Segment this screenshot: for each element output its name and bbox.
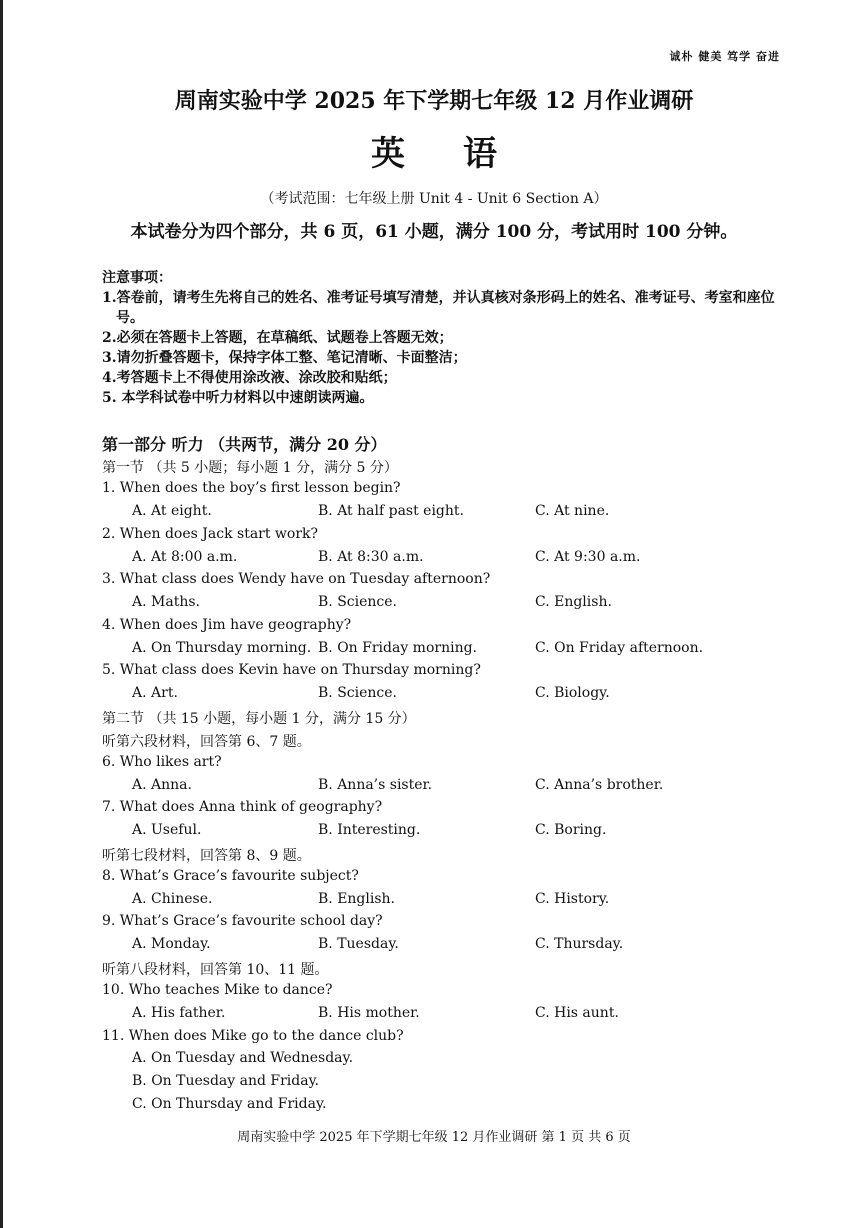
question-stem: 2. When does Jack start work? <box>102 526 319 542</box>
note-item: 2.必须在答题卡上答题，在草稿纸、试题卷上答题无效； <box>102 330 453 346</box>
note-item: 1.答卷前，请考生先将自己的姓名、准考证号填写清楚，并认真核对条形码上的姓名、准考证号、考室和座位号。 <box>102 290 775 326</box>
section2-heading: 第二节 （共 15 小题，每小题 1 分，满分 15 分） <box>102 711 416 727</box>
note-item: 3.请勿折叠答题卡，保持字体工整、笔记清晰、卡面整洁； <box>102 350 467 366</box>
option-c: C. Boring. <box>535 822 607 838</box>
option-b: B. Interesting. <box>318 822 421 838</box>
option-b: B. At 8:30 a.m. <box>318 549 424 565</box>
option-c: C. His aunt. <box>535 1005 619 1021</box>
option-b: B. Tuesday. <box>318 936 399 952</box>
option-b: B. At half past eight. <box>318 503 464 519</box>
option-b: B. On Tuesday and Friday. <box>132 1073 320 1089</box>
option-c: C. Anna’s brother. <box>535 777 664 793</box>
option-b: B. English. <box>318 891 395 907</box>
option-a: A. On Thursday morning. <box>132 640 312 656</box>
question-stem: 8. What’s Grace’s favourite subject? <box>102 868 359 884</box>
subject-title: 英语 <box>371 134 555 174</box>
notes-heading: 注意事项： <box>102 270 172 286</box>
school-motto: 诚朴 健美 笃学 奋进 <box>669 50 780 63</box>
listening-instruction: 听第八段材料，回答第 10、11 题。 <box>102 962 329 978</box>
option-c: C. English. <box>535 594 612 610</box>
page-footer: 周南实验中学 2025 年下学期七年级 12 月作业调研 第 1 页 共 6 页 <box>237 1130 631 1145</box>
option-b: B. Anna’s sister. <box>318 777 433 793</box>
exam-summary: 本试卷分为四个部分，共 6 页，61 小题，满分 100 分，考试用时 100 分钟。 <box>130 222 738 242</box>
page-edge-shadow <box>0 0 3 1228</box>
option-c: C. On Thursday and Friday. <box>132 1096 327 1112</box>
option-a: A. Anna. <box>132 777 192 793</box>
option-c: C. At nine. <box>535 503 610 519</box>
part1-title: 第一部分 听力 （共两节，满分 20 分） <box>102 435 387 454</box>
exam-scope: （考试范围：七年级上册 Unit 4 - Unit 6 Section A） <box>260 191 608 207</box>
exam-title: 周南实验中学 2025 年下学期七年级 12 月作业调研 <box>174 88 694 114</box>
question-stem: 6. Who likes art? <box>102 754 222 770</box>
option-c: C. Thursday. <box>535 936 624 952</box>
question-stem: 7. What does Anna think of geography? <box>102 799 383 815</box>
option-c: C. On Friday afternoon. <box>535 640 704 656</box>
note-item: 4.考答题卡上不得使用涂改液、涂改胶和贴纸； <box>102 370 397 386</box>
question-stem: 9. What’s Grace’s favourite school day? <box>102 913 383 929</box>
option-a: A. Art. <box>132 685 178 701</box>
question-stem: 11. When does Mike go to the dance club? <box>102 1028 404 1044</box>
listening-instruction: 听第七段材料，回答第 8、9 题。 <box>102 848 311 864</box>
question-stem: 3. What class does Wendy have on Tuesday afternoon? <box>102 571 491 587</box>
question-stem: 10. Who teaches Mike to dance? <box>102 982 333 998</box>
option-b: B. Science. <box>318 594 397 610</box>
option-a: A. At eight. <box>132 503 212 519</box>
option-b: B. Science. <box>318 685 397 701</box>
option-b: B. His mother. <box>318 1005 420 1021</box>
option-a: A. Maths. <box>132 594 200 610</box>
question-stem: 5. What class does Kevin have on Thursday morning? <box>102 662 481 678</box>
option-a: A. Chinese. <box>132 891 213 907</box>
option-a: A. His father. <box>132 1005 226 1021</box>
option-c: C. History. <box>535 891 610 907</box>
option-a: A. Monday. <box>132 936 211 952</box>
question-stem: 1. When does the boy’s first lesson begin? <box>102 480 401 496</box>
note-item: 5. 本学科试卷中听力材料以中速朗读两遍。 <box>102 390 374 406</box>
option-c: C. Biology. <box>535 685 610 701</box>
option-a: A. On Tuesday and Wednesday. <box>132 1050 354 1066</box>
question-stem: 4. When does Jim have geography? <box>102 617 352 633</box>
notes-block <box>102 268 792 408</box>
option-a: A. At 8:00 a.m. <box>132 549 238 565</box>
option-b: B. On Friday morning. <box>318 640 478 656</box>
option-c: C. At 9:30 a.m. <box>535 549 641 565</box>
listening-instruction: 听第六段材料，回答第 6、7 题。 <box>102 734 311 750</box>
section1-heading: 第一节 （共 5 小题；每小题 1 分，满分 5 分） <box>102 460 398 476</box>
option-a: A. Useful. <box>132 822 202 838</box>
